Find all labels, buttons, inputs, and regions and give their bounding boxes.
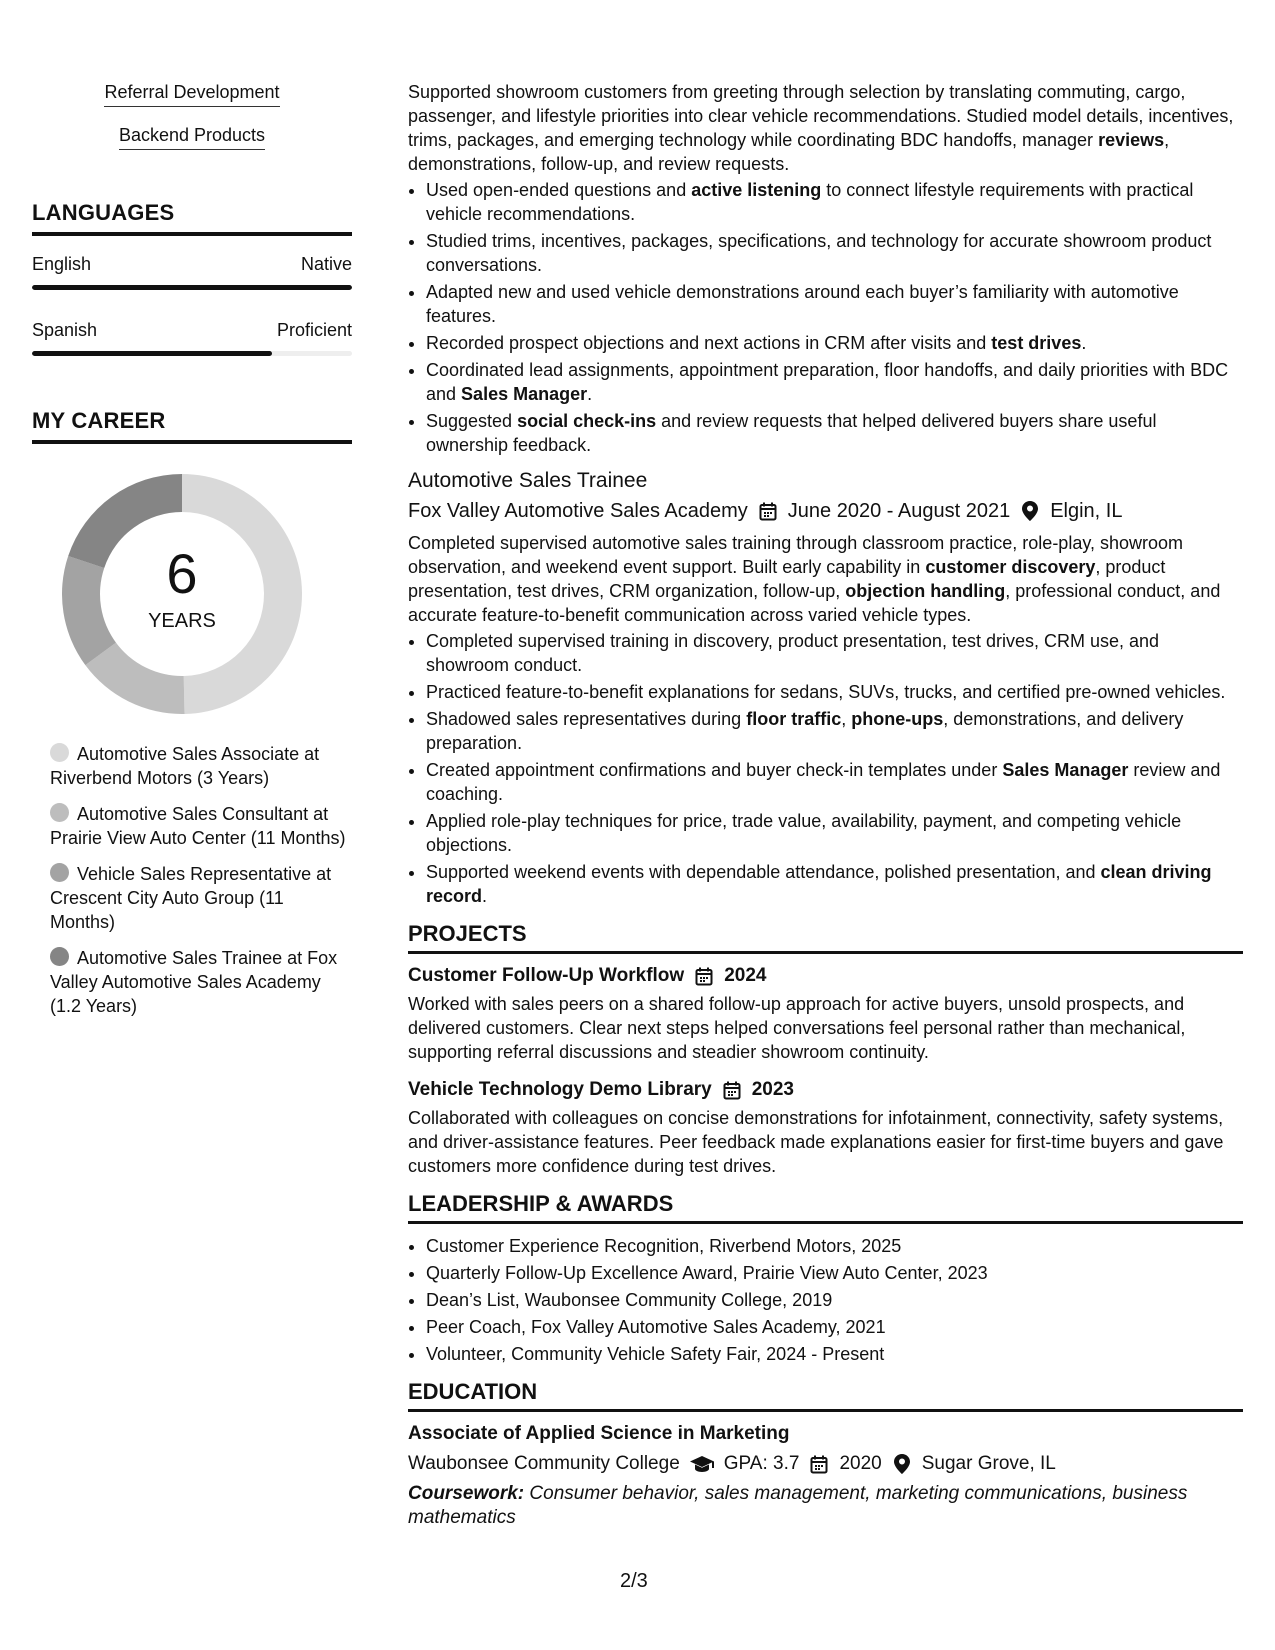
bullet-bold: social check-ins — [517, 411, 657, 431]
language-item — [32, 320, 352, 356]
job-company: Fox Valley Automotive Sales Academy — [408, 500, 748, 522]
coursework-text: Consumer behavior, sales management, marketing communications, business mathematics — [408, 1483, 1188, 1528]
career-total-unit: YEARS — [148, 610, 216, 632]
summary-text: Supported showroom customers from greeting through selection by translating commuting, cargo, passenger, and lifestyle priorities into clear vehicle recommendations. Studied model details, incentives, trims, packages, and emerging technology while coordinating BDC handoffs, manager — [408, 82, 1234, 150]
bullet-text: . — [1081, 333, 1087, 353]
career-title: MY CAREER — [32, 408, 352, 444]
project-description: Worked with sales peers on a shared follow-up approach for active buyers, unsold prospects, and delivered customers. Clear next steps helped conversations feel personal rather than mechanical, supporting referral discussions and steadier showroom continuity. — [408, 994, 1186, 1062]
award-item: • Peer Coach, Fox Valley Automotive Sales Academy, 2021 — [426, 1315, 1243, 1339]
job-location: Elgin, IL — [1050, 500, 1123, 522]
job-dates: June 2020 - August 2021 — [787, 500, 1011, 522]
bullet-text: Practiced feature-to-benefit explanations for sedans, SUVs, trucks, and certified pre-owned vehicles. — [426, 682, 1226, 702]
school-name: Waubonsee Community College — [408, 1453, 680, 1474]
job-title: Automotive Sales Trainee — [408, 469, 648, 492]
experience-summary — [408, 80, 1243, 176]
summary-text: , product presentation, test drives, CRM organization, follow-up, — [408, 557, 1166, 601]
summary-bold: objection handling — [845, 581, 1006, 601]
bullet-text: , demonstrations, and delivery preparation. — [426, 709, 1184, 753]
bullet-text: . — [482, 886, 488, 906]
language-name: Spanish — [32, 320, 98, 340]
award-item: • Dean’s List, Waubonsee Community College, 2019 — [426, 1288, 1243, 1312]
right-column — [408, 80, 1243, 1530]
projects-title: PROJECTS — [408, 922, 1243, 954]
bullet-item — [426, 809, 1243, 857]
legend-dot — [50, 803, 69, 822]
location-pin-icon — [892, 1454, 912, 1474]
project-block — [408, 964, 1243, 1064]
bullet-text: Coordinated lead assignments, appointment preparation, floor handoffs, and daily priorities with BDC and — [426, 360, 1229, 404]
legend-dot — [50, 743, 69, 762]
summary-bold: customer discovery — [925, 557, 1096, 577]
career-legend-item — [50, 742, 352, 790]
career-total-number: 6 — [166, 542, 198, 605]
language-bar-fill — [32, 351, 272, 356]
skill-tag: Backend Products — [119, 125, 265, 150]
job-summary — [408, 531, 1243, 627]
award-item: • Volunteer, Community Vehicle Safety Fair, 2024 - Present — [426, 1342, 1243, 1366]
bullet-bold: clean driving record — [426, 862, 1212, 906]
bullet-text: Applied role-play techniques for price, trade value, availability, payment, and competing vehicle objections. — [426, 811, 1182, 855]
bullet-text: Created appointment confirmations and buyer check-in templates under — [426, 760, 1003, 780]
award-item: • Customer Experience Recognition, Riverbend Motors, 2025 — [426, 1234, 1243, 1258]
bullet-text: Supported weekend events with dependable attendance, polished presentation, and — [426, 862, 1101, 882]
language-item — [32, 254, 352, 290]
coursework-label: Coursework: — [408, 1483, 525, 1504]
bullet-bold: phone-ups — [851, 709, 944, 729]
education-title: EDUCATION — [408, 1380, 1243, 1412]
bullet-item — [426, 229, 1243, 277]
bullet-item — [426, 860, 1243, 908]
bullet-text: , — [841, 709, 852, 729]
language-level: Native — [300, 254, 352, 274]
job-meta — [408, 499, 1243, 523]
bullet-item — [426, 331, 1243, 355]
legend-dot — [50, 947, 69, 966]
language-bar-fill — [32, 285, 352, 290]
bullet-item — [426, 758, 1243, 806]
calendar-icon — [809, 1454, 829, 1474]
project-header — [408, 1078, 1243, 1102]
bullet-item — [426, 178, 1243, 226]
bullet-bold: Sales Manager — [1002, 760, 1129, 780]
bullet-text: Suggested — [426, 411, 518, 431]
bullet-text: and review requests that helped delivered buyers share useful ownership feedback. — [426, 411, 1157, 455]
project-description: Collaborated with colleagues on concise demonstrations for infotainment, connectivity, safety systems, and driver-assistance features. Peer feedback made explanations easier for first-time buyers and gave customers more confidence during test drives. — [408, 1108, 1224, 1176]
bullet-item — [426, 680, 1243, 704]
languages-section — [32, 200, 352, 356]
summary-text: , professional conduct, and accurate feature-to-benefit communication across varied vehicle types. — [408, 581, 1221, 625]
location-pin-icon — [1020, 501, 1040, 521]
awards-title: LEADERSHIP & AWARDS — [408, 1192, 1243, 1224]
coursework — [408, 1482, 1243, 1530]
awards-list — [408, 1234, 1243, 1366]
career-legend-label: Vehicle Sales Representative at Crescent City Auto Group (11 Months) — [50, 864, 332, 932]
summary-text: , demonstrations, follow-up, and review requests. — [408, 130, 1170, 174]
calendar-icon — [722, 1080, 742, 1100]
education-location: Sugar Grove, IL — [921, 1453, 1056, 1474]
project-name: Vehicle Technology Demo Library — [408, 1079, 712, 1100]
page-number: 2/3 — [620, 1570, 648, 1592]
skill-tags — [32, 82, 352, 168]
experience-bullets — [408, 178, 1243, 457]
language-bar — [32, 285, 352, 290]
project-header — [408, 964, 1243, 988]
project-block — [408, 1078, 1243, 1178]
bullet-text: Studied trims, incentives, packages, specifications, and technology for accurate showroom product conversations. — [426, 231, 1212, 275]
education-year: 2020 — [839, 1453, 882, 1474]
summary-text: Completed supervised automotive sales training through classroom practice, role-play, showroom observation, and weekend event support. Built early capability in — [408, 533, 1184, 577]
languages-title: LANGUAGES — [32, 200, 352, 236]
education-gpa: GPA: 3.7 — [723, 1453, 800, 1474]
bullet-text: Adapted new and used vehicle demonstrations around each buyer’s familiarity with automotive features. — [426, 282, 1179, 326]
left-column — [32, 82, 352, 1030]
career-legend — [32, 742, 352, 1018]
bullet-text: Shadowed sales representatives during — [426, 709, 747, 729]
project-year: 2023 — [751, 1079, 795, 1100]
graduation-cap-icon — [690, 1454, 714, 1474]
bullet-bold: active listening — [691, 180, 822, 200]
award-item: • Quarterly Follow-Up Excellence Award, Prairie View Auto Center, 2023 — [426, 1261, 1243, 1285]
projects-list — [408, 964, 1243, 1178]
bullet-item — [426, 409, 1243, 457]
legend-dot — [50, 863, 69, 882]
career-legend-label: Automotive Sales Consultant at Prairie View Auto Center (11 Months) — [50, 804, 346, 848]
skill-tag: Referral Development — [104, 82, 279, 107]
bullet-text: . — [587, 384, 593, 404]
bullet-text: Used open-ended questions and — [426, 180, 692, 200]
career-donut — [62, 474, 302, 714]
bullet-text: review and coaching. — [426, 760, 1221, 804]
language-bar — [32, 351, 352, 356]
career-legend-label: Automotive Sales Trainee at Fox Valley Automotive Sales Academy (1.2 Years) — [50, 948, 338, 1016]
job-bullets — [408, 629, 1243, 908]
education-meta — [408, 1452, 1243, 1476]
bullet-bold: floor traffic — [746, 709, 842, 729]
career-legend-item — [50, 946, 352, 1018]
summary-bold: reviews — [1098, 130, 1165, 150]
bullet-bold: Sales Manager — [461, 384, 588, 404]
bullet-item — [426, 358, 1243, 406]
language-level: Proficient — [276, 320, 352, 340]
language-name: English — [32, 254, 92, 274]
project-name: Customer Follow-Up Workflow — [408, 965, 685, 986]
bullet-item — [426, 280, 1243, 328]
calendar-icon — [694, 966, 714, 986]
career-legend-item — [50, 862, 352, 934]
bullet-item — [426, 707, 1243, 755]
bullet-text: Recorded prospect objections and next actions in CRM after visits and — [426, 333, 992, 353]
bullet-text: to connect lifestyle requirements with practical vehicle recommendations. — [426, 180, 1194, 224]
career-legend-label: Automotive Sales Associate at Riverbend Motors (3 Years) — [50, 744, 320, 788]
career-section — [32, 408, 352, 1018]
bullet-bold: test drives — [991, 333, 1082, 353]
career-legend-item — [50, 802, 352, 850]
calendar-icon — [758, 501, 778, 521]
degree-title: Associate of Applied Science in Marketing — [408, 1423, 790, 1444]
project-year: 2024 — [724, 965, 767, 986]
bullet-text: Completed supervised training in discovery, product presentation, test drives, CRM use, and showroom conduct. — [426, 631, 1160, 675]
bullet-item — [426, 629, 1243, 677]
